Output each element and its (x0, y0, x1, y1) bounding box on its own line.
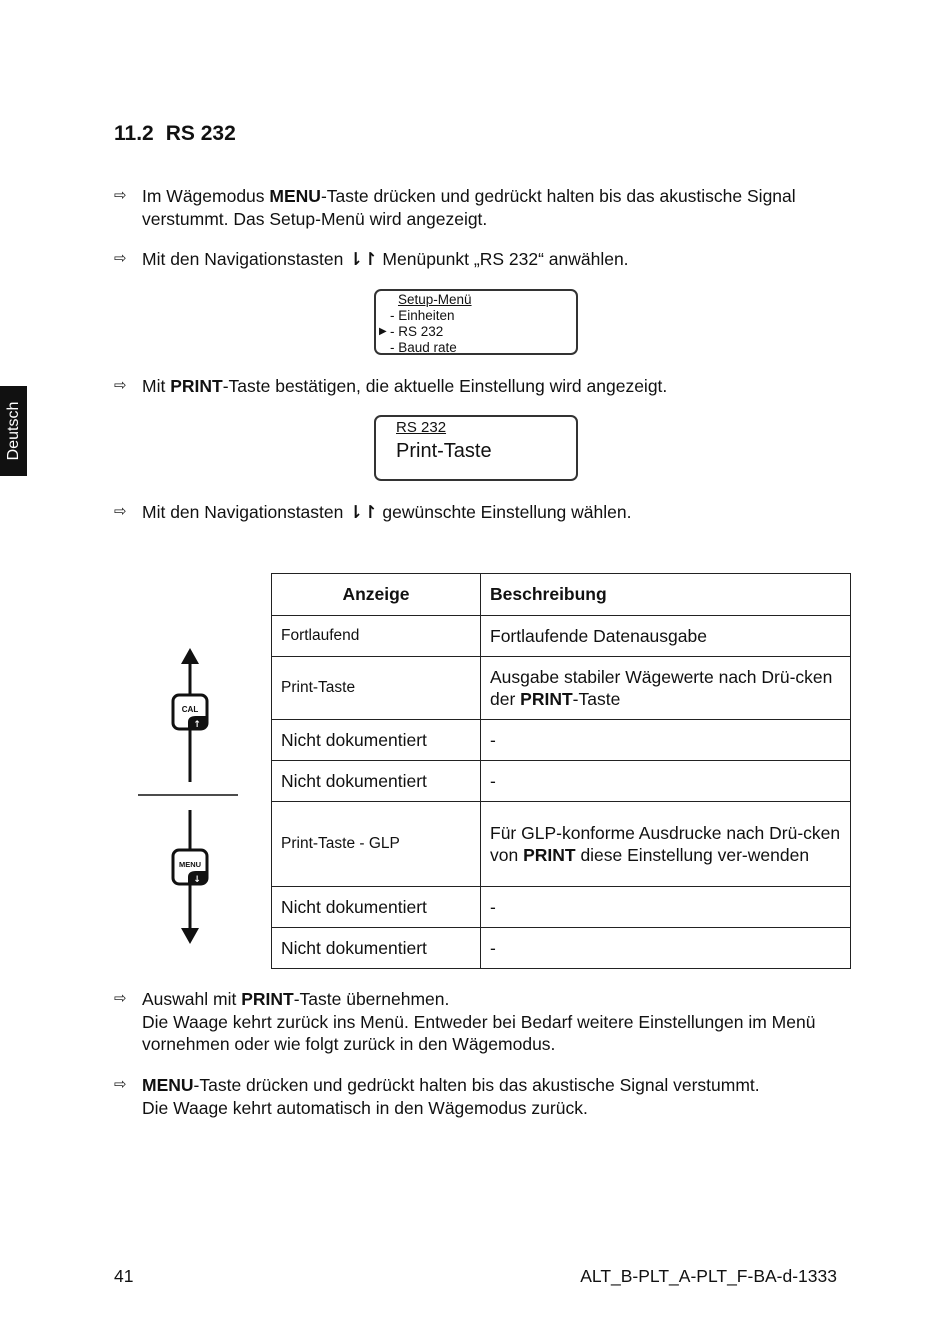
cell-anzeige: Nicht dokumentiert (272, 928, 481, 969)
table-row (272, 802, 851, 887)
key-name: MENU (269, 186, 321, 206)
document-id: ALT_B-PLT_A-PLT_F-BA-d-1333 (580, 1266, 837, 1286)
hollow-arrow-icon: ⇨ (114, 503, 127, 520)
cell-beschreibung: Fortlaufende Datenausgabe (481, 616, 851, 657)
hollow-arrow-icon: ⇨ (114, 1076, 127, 1093)
instruction-step (114, 501, 854, 524)
menu-key-icon (173, 850, 207, 885)
step-text: -Taste drücken und gedrückt halten bis das akustische Signal verstummt. (193, 1075, 760, 1095)
step-text: gewünschte Einstellung wählen. (377, 502, 632, 522)
hollow-arrow-icon: ⇨ (114, 990, 127, 1007)
display-setup-menu (374, 289, 578, 355)
cell-beschreibung: - (481, 928, 851, 969)
navigation-keys-icon: ⇂↾ (348, 249, 378, 269)
table-row (272, 720, 851, 761)
pointer-icon: ▶ (379, 326, 387, 337)
section-number: 11.2 (114, 122, 154, 145)
cell-anzeige: Print-Taste (272, 657, 481, 720)
key-name: PRINT (241, 989, 294, 1009)
display-title: Setup-Menü (398, 292, 472, 307)
step-text: -Taste bestätigen, die aktuelle Einstellung wird angezeigt. (222, 376, 668, 396)
key-navigation-graphic (130, 640, 250, 950)
table-row (272, 657, 851, 720)
table-header-row (272, 574, 851, 616)
key-name: MENU (142, 1075, 194, 1095)
section-title: RS 232 (165, 122, 236, 145)
hollow-arrow-icon: ⇨ (114, 250, 127, 267)
cell-anzeige: Nicht dokumentiert (272, 720, 481, 761)
language-side-tab (0, 386, 27, 476)
display-item-selected (379, 324, 576, 340)
cell-beschreibung: - (481, 761, 851, 802)
svg-text:↓: ↓ (193, 875, 201, 885)
table-row (272, 616, 851, 657)
section-heading (114, 122, 236, 146)
language-label: Deutsch (4, 401, 22, 461)
display-item: - Einheiten (390, 308, 455, 323)
step-text: Auswahl mit (142, 989, 242, 1009)
column-header-anzeige: Anzeige (272, 574, 481, 616)
instruction-step (114, 375, 854, 398)
step-text: Im Wägemodus (142, 186, 270, 206)
step-text: Menüpunkt „RS 232“ anwählen. (377, 249, 629, 269)
table-row (272, 761, 851, 802)
cell-anzeige: Nicht dokumentiert (272, 761, 481, 802)
step-text: -Taste übernehmen. (293, 989, 450, 1009)
cell-beschreibung: - (481, 720, 851, 761)
table-row (272, 887, 851, 928)
step-text: -Taste drücken und gedrückt halten bis das akustische Signal verstummt. Das Setup-Menü wird angezeigt. (142, 186, 796, 229)
column-header-beschreibung: Beschreibung (481, 574, 851, 616)
cell-anzeige: Nicht dokumentiert (272, 887, 481, 928)
svg-text:↑: ↑ (193, 720, 201, 730)
svg-text:CAL: CAL (181, 705, 199, 714)
cell-beschreibung: - (481, 887, 851, 928)
table-row (272, 928, 851, 969)
cell-beschreibung: Ausgabe stabiler Wägewerte nach Drü-cken der PRINT-Taste (481, 657, 851, 720)
display-item: - Baud rate (390, 340, 457, 355)
cal-key-icon (173, 695, 207, 730)
cell-anzeige: Print-Taste - GLP (272, 802, 481, 887)
step-text: Mit (142, 376, 171, 396)
instruction-step (114, 1074, 854, 1119)
display-setting-value: Print-Taste (396, 440, 492, 462)
instruction-step (114, 248, 854, 271)
step-text: Mit den Navigationstasten (142, 502, 349, 522)
navigation-keys-icon: ⇂↾ (348, 502, 378, 522)
instruction-step (114, 988, 854, 1056)
rs232-options-table (271, 573, 851, 969)
cell-anzeige: Fortlaufend (272, 616, 481, 657)
step-text: Mit den Navigationstasten (142, 249, 349, 269)
cell-beschreibung: Für GLP-konforme Ausdrucke nach Drü-cken von PRINT diese Einstellung ver-wenden (481, 802, 851, 887)
svg-text:MENU: MENU (178, 860, 202, 869)
hollow-arrow-icon: ⇨ (114, 377, 127, 394)
step-text: Die Waage kehrt zurück ins Menü. Entweder bei Bedarf weitere Einstellungen im Menü vornehmen oder wie folgt zurück in den Wägemodus. (142, 1011, 816, 1054)
hollow-arrow-icon: ⇨ (114, 187, 127, 204)
step-text: Die Waage kehrt automatisch in den Wägemodus zurück. (142, 1097, 588, 1118)
instruction-step (114, 185, 854, 230)
display-menu-label: RS 232 (396, 419, 447, 436)
display-item-label: - RS 232 (390, 324, 444, 339)
key-name: PRINT (170, 376, 223, 396)
page-number: 41 (114, 1266, 134, 1286)
display-current-setting (374, 415, 578, 481)
